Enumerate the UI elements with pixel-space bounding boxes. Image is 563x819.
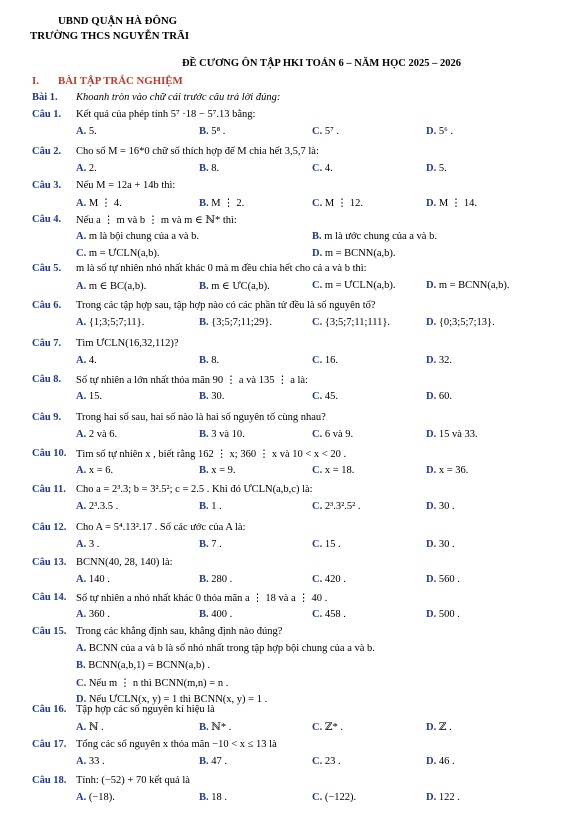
question-label: Câu 2. bbox=[32, 146, 62, 157]
option-letter: B. bbox=[199, 317, 209, 328]
question-text: Cho A = 5⁴.13².17 . Số các ước của A là: bbox=[76, 522, 246, 533]
option-letter: C. bbox=[312, 126, 323, 137]
option-letter: D. bbox=[426, 756, 437, 767]
answer-option-b[interactable]: B. M ⋮ 2. bbox=[199, 198, 245, 209]
answer-option-b[interactable]: B. 30. bbox=[199, 391, 225, 402]
answer-option-d[interactable]: D. 30 . bbox=[426, 501, 455, 512]
answer-option-b[interactable]: B. {3;5;7;11;29}. bbox=[199, 317, 272, 328]
answer-option-a[interactable]: A. x = 6. bbox=[76, 465, 114, 476]
answer-option-b[interactable]: B. 8. bbox=[199, 163, 220, 174]
answer-option-b[interactable]: B. 47 . bbox=[199, 756, 228, 767]
answer-option-b[interactable]: B. 8. bbox=[199, 355, 220, 366]
answer-option-c[interactable]: C. 45. bbox=[312, 391, 338, 402]
answer-option-b[interactable]: B. 7 . bbox=[199, 539, 222, 550]
answer-option-c[interactable]: C. ℤ* . bbox=[312, 722, 344, 733]
option-letter: B. bbox=[199, 792, 209, 803]
option-letter: B. bbox=[76, 660, 86, 671]
answer-option-c[interactable]: C. M ⋮ 12. bbox=[312, 198, 364, 209]
answer-option-a[interactable]: A. m ∈ BC(a,b). bbox=[76, 281, 147, 292]
answer-option-d[interactable]: D. M ⋮ 14. bbox=[426, 198, 478, 209]
exercise-label: Bài 1. bbox=[32, 92, 58, 103]
option-letter: D. bbox=[426, 355, 437, 366]
option-letter: D. bbox=[426, 792, 437, 803]
option-letter: A. bbox=[76, 231, 87, 242]
option-letter: C. bbox=[312, 317, 323, 328]
option-letter: A. bbox=[76, 281, 87, 292]
section-number: I. bbox=[32, 75, 39, 87]
answer-option-c[interactable]: C. 5⁷ . bbox=[312, 126, 340, 137]
answer-option-a[interactable]: A. ℕ . bbox=[76, 722, 104, 733]
option-letter: A. bbox=[76, 355, 87, 366]
answer-option-c[interactable]: C. m = ƯCLN(a,b). bbox=[76, 248, 160, 259]
answer-option-a[interactable]: A. 3 . bbox=[76, 539, 100, 550]
answer-option-a[interactable]: A. {1;3;5;7;11}. bbox=[76, 317, 145, 328]
option-letter: C. bbox=[312, 429, 323, 440]
question-text: Trong các tập hợp sau, tập hợp nào có các phần tử đều là số nguyên tố? bbox=[76, 300, 376, 311]
answer-option-d[interactable]: D. 5⁶ . bbox=[426, 126, 454, 137]
option-letter: B. bbox=[199, 722, 209, 733]
answer-option-c[interactable]: C. x = 18. bbox=[312, 465, 355, 476]
question-label: Câu 4. bbox=[32, 214, 62, 225]
option-letter: A. bbox=[76, 539, 87, 550]
answer-option-a[interactable]: A. (−18). bbox=[76, 792, 115, 803]
option-letter: C. bbox=[312, 722, 323, 733]
answer-option-c[interactable]: C. Nếu m ⋮ n thì BCNN(m,n) = n . bbox=[76, 678, 229, 689]
section-label: BÀI TẬP TRẮC NGHIỆM bbox=[58, 75, 183, 87]
question-label: Câu 12. bbox=[32, 522, 67, 533]
option-letter: C. bbox=[76, 678, 87, 689]
exercise-text: Khoanh tròn vào chữ cái trước câu trả lời đúng: bbox=[76, 92, 281, 103]
question-label: Câu 6. bbox=[32, 300, 62, 311]
question-label: Câu 9. bbox=[32, 412, 62, 423]
option-letter: B. bbox=[199, 465, 209, 476]
option-letter: C. bbox=[312, 391, 323, 402]
option-letter: C. bbox=[312, 163, 323, 174]
question-label: Câu 1. bbox=[32, 109, 62, 120]
option-letter: A. bbox=[76, 792, 87, 803]
question-label: Câu 8. bbox=[32, 374, 62, 385]
option-letter: B. bbox=[199, 355, 209, 366]
answer-option-b[interactable]: B. x = 9. bbox=[199, 465, 236, 476]
answer-option-a[interactable]: A. 2³.3.5 . bbox=[76, 501, 119, 512]
option-letter: C. bbox=[312, 280, 323, 291]
option-letter: A. bbox=[76, 391, 87, 402]
answer-option-d[interactable]: D. ℤ . bbox=[426, 722, 452, 733]
question-text: Nếu M = 12a + 14b thì: bbox=[76, 180, 176, 191]
document-title: ĐỀ CƯƠNG ÔN TẬP HKI TOÁN 6 – NĂM HỌC 2025 – 2026 bbox=[181, 58, 462, 69]
answer-option-a[interactable]: A. 140 . bbox=[76, 574, 110, 585]
option-letter: D. bbox=[426, 391, 437, 402]
option-letter: A. bbox=[76, 465, 87, 476]
answer-option-d[interactable]: D. m = BCNN(a,b). bbox=[312, 248, 396, 259]
answer-option-a[interactable]: A. BCNN của a và b là số nhỏ nhất trong tập hợp bội chung của a và b. bbox=[76, 643, 375, 654]
option-letter: D. bbox=[426, 539, 437, 550]
question-label: Câu 10. bbox=[32, 448, 67, 459]
option-letter: B. bbox=[199, 126, 209, 137]
option-letter: D. bbox=[426, 280, 437, 291]
option-letter: C. bbox=[312, 756, 323, 767]
answer-option-d[interactable]: D. 5. bbox=[426, 163, 447, 174]
option-letter: D. bbox=[426, 574, 437, 585]
answer-option-c[interactable]: C. 4. bbox=[312, 163, 333, 174]
answer-option-b[interactable]: B. 400 . bbox=[199, 609, 233, 620]
option-letter: A. bbox=[76, 574, 87, 585]
option-letter: B. bbox=[199, 501, 209, 512]
option-letter: C. bbox=[312, 792, 323, 803]
answer-option-d[interactable]: D. x = 36. bbox=[426, 465, 469, 476]
option-letter: A. bbox=[76, 163, 87, 174]
answer-option-c[interactable]: C. 16. bbox=[312, 355, 338, 366]
question-text: Cho số M = 16*0 chữ số thích hợp để M chia hết 3,5,7 là: bbox=[76, 146, 319, 157]
answer-option-b[interactable]: B. m là ước chung của a và b. bbox=[312, 231, 437, 242]
option-letter: D. bbox=[426, 163, 437, 174]
option-letter: C. bbox=[312, 609, 323, 620]
option-letter: C. bbox=[312, 465, 323, 476]
question-label: Câu 18. bbox=[32, 775, 67, 786]
answer-option-d[interactable]: D. 500 . bbox=[426, 609, 460, 620]
answer-option-d[interactable]: D. Nếu ƯCLN(x, y) = 1 thì BCNN(x, y) = 1 . bbox=[76, 694, 268, 705]
option-letter: D. bbox=[426, 465, 437, 476]
option-letter: B. bbox=[199, 756, 209, 767]
option-letter: D. bbox=[426, 429, 437, 440]
option-letter: D. bbox=[426, 126, 437, 137]
question-label: Câu 3. bbox=[32, 180, 62, 191]
answer-option-a[interactable]: A. 33 . bbox=[76, 756, 105, 767]
answer-option-b[interactable]: B. 1 . bbox=[199, 501, 222, 512]
question-text: Trong các khẳng định sau, khẳng định nào đúng? bbox=[76, 626, 283, 637]
option-letter: D. bbox=[426, 609, 437, 620]
answer-option-c[interactable]: C. 6 và 9. bbox=[312, 429, 354, 440]
answer-option-a[interactable]: A. m là bội chung của a và b. bbox=[76, 231, 200, 242]
answer-option-d[interactable]: D. m = BCNN(a,b). bbox=[426, 280, 510, 291]
question-label: Câu 7. bbox=[32, 338, 62, 349]
answer-option-d[interactable]: D. 30 . bbox=[426, 539, 455, 550]
answer-option-d[interactable]: D. 60. bbox=[426, 391, 452, 402]
answer-option-c[interactable]: C. {3;5;7;11;111}. bbox=[312, 317, 391, 328]
answer-option-a[interactable]: A. 2. bbox=[76, 163, 97, 174]
option-letter: A. bbox=[76, 198, 87, 209]
question-label: Câu 16. bbox=[32, 704, 67, 715]
answer-option-d[interactable]: D. 122 . bbox=[426, 792, 460, 803]
answer-option-b[interactable]: B. ℕ* . bbox=[199, 722, 232, 733]
option-letter: D. bbox=[312, 248, 323, 259]
question-text: Trong hai số sau, hai số nào là hai số nguyên tố cùng nhau? bbox=[76, 412, 326, 423]
option-letter: B. bbox=[199, 609, 209, 620]
option-letter: B. bbox=[199, 281, 209, 292]
answer-option-a[interactable]: A. 2 và 6. bbox=[76, 429, 118, 440]
school-name: TRƯỜNG THCS NGUYỄN TRÃI bbox=[30, 30, 190, 42]
question-label: Câu 5. bbox=[32, 263, 62, 274]
option-letter: B. bbox=[312, 231, 322, 242]
option-letter: A. bbox=[76, 722, 87, 733]
answer-option-d[interactable]: D. 15 và 33. bbox=[426, 429, 478, 440]
answer-option-a[interactable]: A. 360 . bbox=[76, 609, 110, 620]
answer-option-c[interactable]: C. 15 . bbox=[312, 539, 341, 550]
answer-option-d[interactable]: D. 560 . bbox=[426, 574, 460, 585]
option-letter: A. bbox=[76, 643, 87, 654]
answer-option-c[interactable]: C. 420 . bbox=[312, 574, 346, 585]
answer-option-b[interactable]: B. 18 . bbox=[199, 792, 228, 803]
option-letter: C. bbox=[312, 501, 323, 512]
option-letter: A. bbox=[76, 429, 87, 440]
answer-option-a[interactable]: A. 4. bbox=[76, 355, 97, 366]
answer-option-c[interactable]: C. m = ƯCLN(a,b). bbox=[312, 280, 396, 291]
answer-option-c[interactable]: C. 458 . bbox=[312, 609, 346, 620]
option-letter: C. bbox=[312, 198, 323, 209]
option-letter: A. bbox=[76, 756, 87, 767]
option-letter: C. bbox=[312, 355, 323, 366]
question-text: Số tự nhiên a lớn nhất thỏa mãn 90 ⋮ a và 135 ⋮ a là: bbox=[76, 375, 308, 386]
question-label: Câu 13. bbox=[32, 557, 67, 568]
answer-option-b[interactable]: B. 3 và 10. bbox=[199, 429, 245, 440]
question-text: BCNN(40, 28, 140) là: bbox=[76, 557, 173, 568]
answer-option-a[interactable]: A. M ⋮ 4. bbox=[76, 198, 122, 209]
option-letter: B. bbox=[199, 163, 209, 174]
answer-option-b[interactable]: B. 5⁸ . bbox=[199, 126, 226, 137]
section-heading bbox=[32, 75, 183, 87]
answer-option-c[interactable]: C. 2³.3².5² . bbox=[312, 501, 361, 512]
question-label: Câu 14. bbox=[32, 592, 67, 603]
option-letter: C. bbox=[312, 539, 323, 550]
answer-option-d[interactable]: D. {0;3;5;7;13}. bbox=[426, 317, 495, 328]
answer-option-c[interactable]: C. 23 . bbox=[312, 756, 341, 767]
option-letter: C. bbox=[312, 574, 323, 585]
option-letter: D. bbox=[426, 317, 437, 328]
answer-option-d[interactable]: D. 32. bbox=[426, 355, 452, 366]
option-letter: A. bbox=[76, 126, 87, 137]
answer-option-a[interactable]: A. 15. bbox=[76, 391, 102, 402]
school-header bbox=[30, 14, 189, 44]
question-text: Cho a = 2³.3; b = 3².5²; c = 2.5 . Khi đó ƯCLN(a,b,c) là: bbox=[76, 484, 313, 495]
option-letter: D. bbox=[76, 694, 87, 705]
option-letter: A. bbox=[76, 609, 87, 620]
option-letter: A. bbox=[76, 501, 87, 512]
question-text: Nếu a ⋮ m và b ⋮ m và m ∈ ℕ* thì: bbox=[76, 215, 237, 226]
answer-option-b[interactable]: B. m ∈ ƯC(a,b). bbox=[199, 281, 270, 292]
option-letter: A. bbox=[76, 317, 87, 328]
question-text: Tổng các số nguyên x thỏa mãn −10 < x ≤ 13 là bbox=[76, 739, 277, 750]
option-letter: B. bbox=[199, 198, 209, 209]
option-letter: D. bbox=[426, 198, 437, 209]
question-text: m là số tự nhiên nhỏ nhất khác 0 mà m đều chia hết cho cả a và b thì: bbox=[76, 263, 367, 274]
answer-option-c[interactable]: C. (−122). bbox=[312, 792, 357, 803]
answer-option-a[interactable]: A. 5. bbox=[76, 126, 97, 137]
answer-option-b[interactable]: B. 280 . bbox=[199, 574, 233, 585]
district-name: UBND QUẬN HÀ ĐÔNG bbox=[58, 15, 178, 27]
option-letter: D. bbox=[426, 501, 437, 512]
answer-option-d[interactable]: D. 46 . bbox=[426, 756, 455, 767]
option-letter: B. bbox=[199, 539, 209, 550]
option-letter: C. bbox=[76, 248, 87, 259]
question-text: Tìm ƯCLN(16,32,112)? bbox=[76, 338, 179, 349]
option-letter: B. bbox=[199, 391, 209, 402]
question-label: Câu 17. bbox=[32, 739, 67, 750]
question-text: Tìm số tự nhiên x , biết rằng 162 ⋮ x; 360 ⋮ x và 10 < x < 20 . bbox=[76, 449, 347, 460]
option-letter: D. bbox=[426, 722, 437, 733]
question-text: Kết quả của phép tính 5⁷ ·18 − 5⁷.13 bằng: bbox=[76, 109, 256, 120]
answer-option-b[interactable]: B. BCNN(a,b,1) = BCNN(a,b) . bbox=[76, 660, 210, 671]
question-label: Câu 11. bbox=[32, 484, 66, 495]
question-text: Tập hợp các số nguyên kí hiệu là bbox=[76, 704, 215, 715]
option-letter: B. bbox=[199, 429, 209, 440]
question-label: Câu 15. bbox=[32, 626, 67, 637]
question-text: Tính: (−52) + 70 kết quả là bbox=[76, 775, 190, 786]
question-text: Số tự nhiên a nhỏ nhất khác 0 thỏa mãn a ⋮ 18 và a ⋮ 40 . bbox=[76, 593, 328, 604]
option-letter: B. bbox=[199, 574, 209, 585]
